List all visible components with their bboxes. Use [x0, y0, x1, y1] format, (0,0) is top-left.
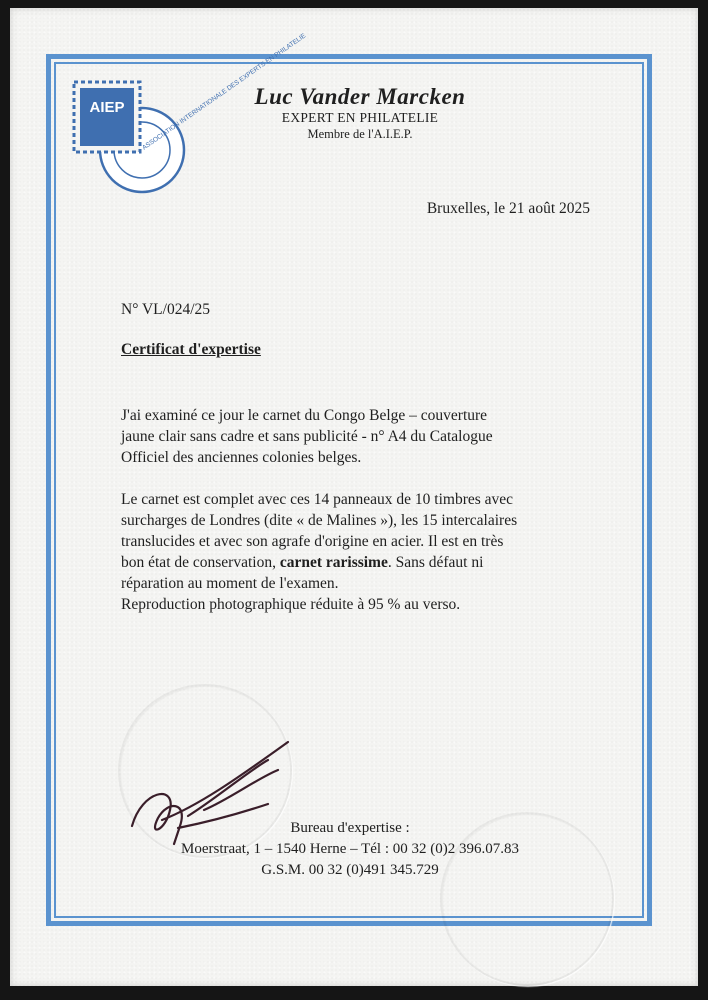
- paragraph-2-line: réparation au moment de l'examen.: [121, 575, 339, 592]
- bureau-label: Bureau d'expertise :: [290, 820, 410, 836]
- document-title: Certificat d'expertise: [121, 341, 261, 358]
- paragraph-2-line: translucides et avec son agrafe d'origine en acier. Il est en très: [121, 533, 504, 550]
- paragraph-2-line: [121, 552, 589, 573]
- paragraph-2-line: surcharges de Londres (dite « de Malines »), les 15 intercalaires: [121, 512, 518, 529]
- paragraph-1-line: jaune clair sans cadre et sans publicité - n° A4 du Catalogue: [121, 428, 493, 445]
- paragraph-1: [121, 405, 589, 468]
- rarity-emphasis: carnet rarissime: [279, 554, 388, 571]
- line4-after: . Sans défaut ni: [387, 554, 484, 571]
- paragraph-1-line: J'ai examiné ce jour le carnet du Congo Belge – couverture: [121, 407, 488, 424]
- paragraph-2-line: Le carnet est complet avec ces 14 panneaux de 10 timbres avec: [121, 491, 514, 508]
- seal-ring-text: ASSOCIATION INTERNATIONALE DES EXPERTS EN PHILATELIE: [141, 32, 308, 152]
- footer-contact: [130, 818, 570, 881]
- certificate-number: N° VL/024/25: [121, 301, 211, 318]
- paragraph-1-line: Officiel des anciennes colonies belges.: [121, 449, 362, 466]
- aiep-logo-text: AIEP: [89, 99, 125, 116]
- paragraph-2-line: Reproduction photographique réduite à 95 % au verso.: [121, 596, 461, 613]
- expert-subtitle: EXPERT EN PHILATELIE: [281, 110, 439, 125]
- letterhead: [230, 84, 490, 142]
- address-phone: Moerstraat, 1 – 1540 Herne – Tél : 00 32 (0)2 396.07.83: [181, 841, 519, 857]
- expert-name: Luc Vander Marcken: [254, 84, 466, 109]
- line4-before: bon état de conservation,: [121, 554, 280, 571]
- date-line: Bruxelles, le 21 août 2025: [426, 200, 590, 217]
- paragraph-2: [121, 489, 589, 615]
- aiep-seal-logo: [70, 32, 308, 196]
- gsm-number: G.S.M. 00 32 (0)491 345.729: [261, 862, 439, 878]
- membership-line: Membre de l'A.I.E.P.: [307, 127, 413, 141]
